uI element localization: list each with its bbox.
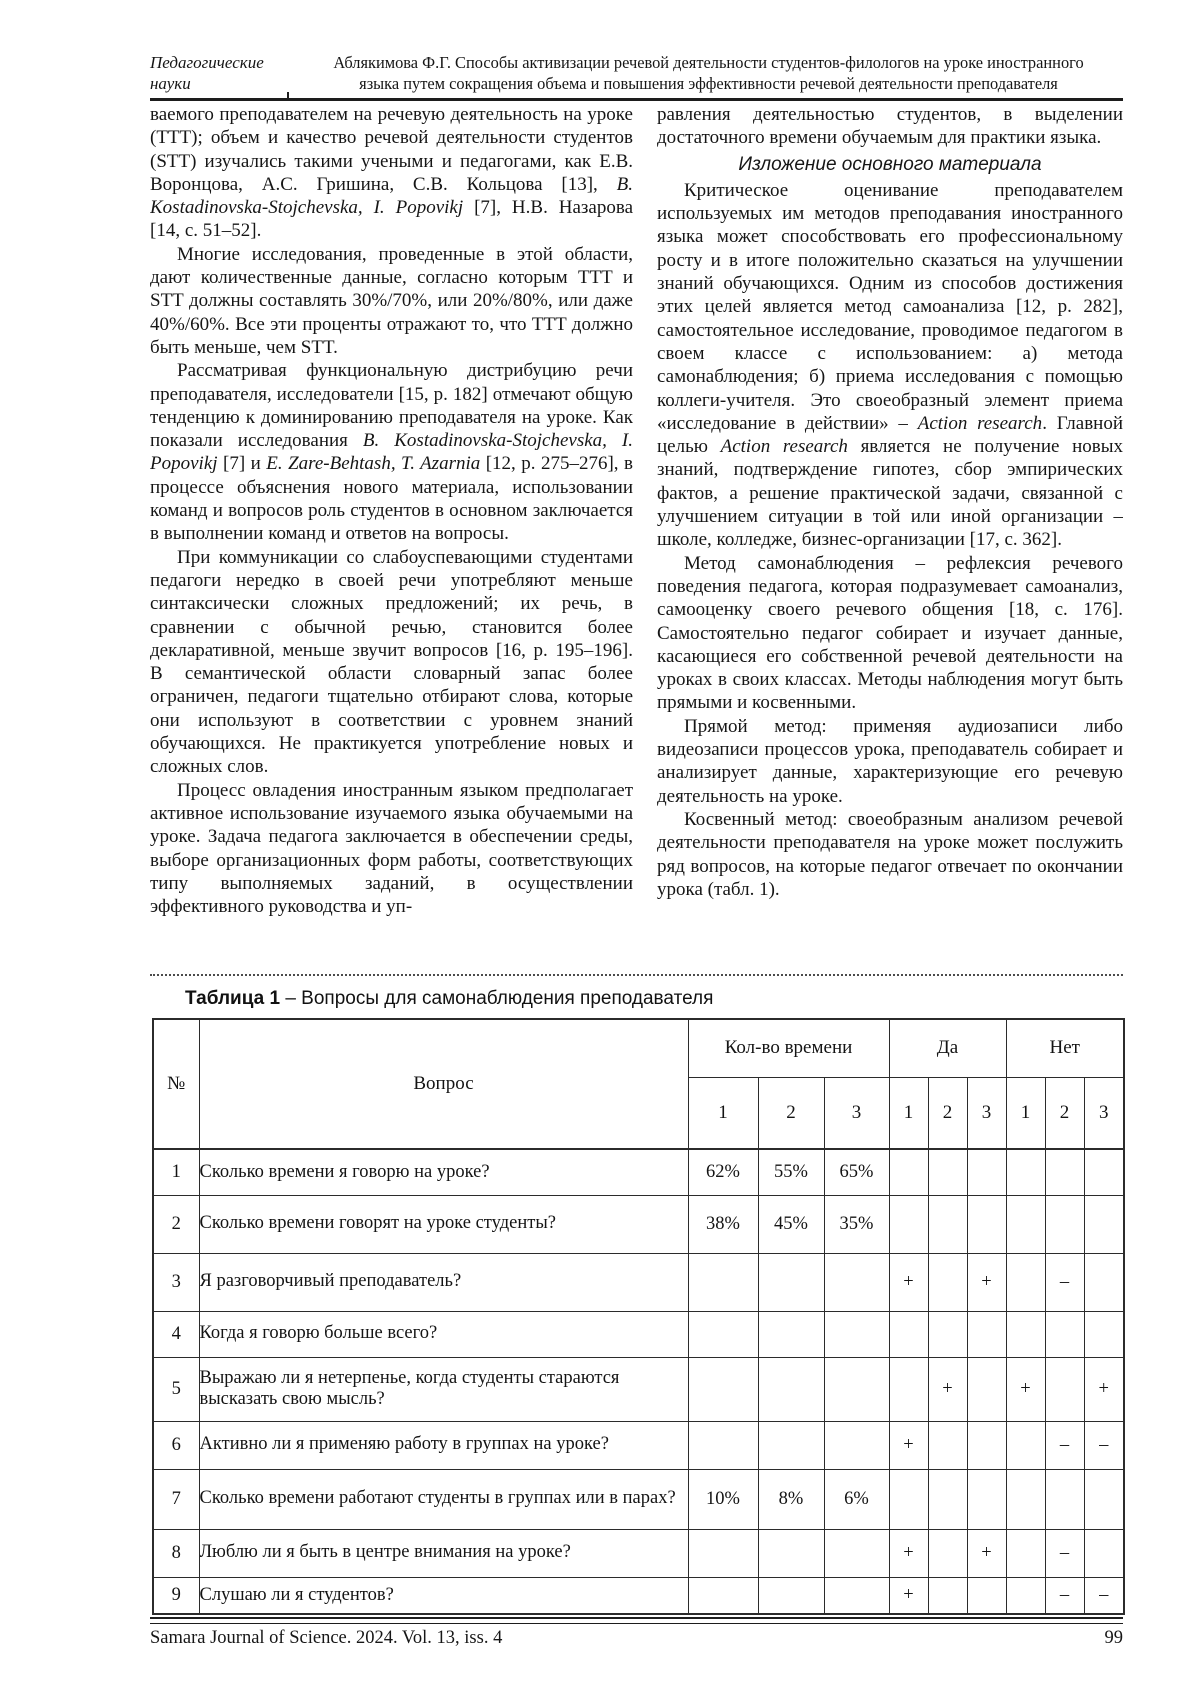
value-cell: + — [928, 1357, 967, 1421]
article-body — [150, 103, 1123, 963]
footer-rule — [150, 1617, 1123, 1624]
column-header-sub: 2 — [1045, 1077, 1084, 1149]
value-cell — [967, 1469, 1006, 1529]
italic-run: E. Zare-Behtash, T. Azarnia — [266, 453, 481, 475]
paragraph — [657, 103, 1123, 150]
value-cell — [688, 1577, 758, 1614]
paragraph — [657, 179, 1123, 552]
text-run: [12, p. 275–276], в процессе объяснения нового материала, использовании команд и вопросов роль студентов в основном заключается в выполнении команд и ответов на вопросы. — [150, 453, 633, 545]
paragraph — [657, 552, 1123, 715]
value-cell — [1006, 1577, 1045, 1614]
question-cell: Сколько времени говорят на уроке студенты? — [199, 1195, 688, 1253]
table-row — [153, 1149, 1124, 1195]
value-cell — [688, 1357, 758, 1421]
value-cell — [688, 1421, 758, 1469]
value-cell — [928, 1195, 967, 1253]
value-cell: + — [889, 1253, 928, 1311]
value-cell: 10% — [688, 1469, 758, 1529]
row-number-cell: 3 — [153, 1253, 199, 1311]
value-cell — [928, 1149, 967, 1195]
value-cell — [1045, 1195, 1084, 1253]
paragraph — [657, 715, 1123, 808]
text-run: Метод самонаблюдения – рефлексия речевого поведения педагога, которая подразумевает самоанализ, самооценку своего речевого общения [18, с. 176]. Самостоятельно педагог собирает и изучает данные, касающиеся его собственной речевой деятельности на уроках в своих классах. Методы наблюдения могут быть прямыми и косвенными. — [657, 552, 1123, 714]
journal-imprint: Samara Journal of Science. 2024. Vol. 13, iss. 4 — [150, 1628, 503, 1648]
value-cell — [758, 1529, 824, 1577]
question-cell: Когда я говорю больше всего? — [199, 1311, 688, 1357]
value-cell — [889, 1469, 928, 1529]
value-cell: 55% — [758, 1149, 824, 1195]
value-cell — [1045, 1469, 1084, 1529]
value-cell: + — [1084, 1357, 1124, 1421]
value-cell — [824, 1311, 889, 1357]
text-run: При коммуникации со слабоуспевающими студентами педагоги нередко в своей речи употребляют меньше синтаксически сложных предложений; их речь, в сравнении с обычной речью, становится более декларативной, меньше звучит вопросов [16, p. 195–196]. В семантической области словарный запас более ограничен, педагоги тщательно отбирают слова, которые они используют в соответствии с уровнем знаний обучающихся. Не практикуется употребление новых и сложных слов. — [150, 546, 633, 778]
value-cell — [889, 1149, 928, 1195]
value-cell — [1084, 1149, 1124, 1195]
page-footer — [150, 1628, 1123, 1649]
page-header — [150, 52, 1123, 94]
value-cell: + — [967, 1253, 1006, 1311]
value-cell — [967, 1421, 1006, 1469]
column-header-sub: 3 — [824, 1077, 889, 1149]
paragraph — [150, 359, 633, 545]
value-cell — [824, 1577, 889, 1614]
value-cell — [1045, 1357, 1084, 1421]
table-head — [153, 1019, 1124, 1149]
value-cell — [928, 1421, 967, 1469]
value-cell — [1006, 1253, 1045, 1311]
value-cell — [1084, 1311, 1124, 1357]
paragraph — [150, 243, 633, 359]
value-cell — [758, 1577, 824, 1614]
table-wrapper — [152, 1018, 1125, 1615]
question-cell: Сколько времени работают студенты в группах или в парах? — [199, 1469, 688, 1529]
row-number-cell: 4 — [153, 1311, 199, 1357]
column-header-group: Нет — [1006, 1019, 1124, 1077]
value-cell: 62% — [688, 1149, 758, 1195]
italic-run: B. Kostadinovska-Stojchevska, I. Popovikj — [150, 430, 633, 475]
table-row — [153, 1357, 1124, 1421]
italic-run: Action research — [720, 436, 848, 458]
question-cell: Сколько времени я говорю на уроке? — [199, 1149, 688, 1195]
value-cell — [758, 1421, 824, 1469]
column-header-question: Вопрос — [199, 1019, 688, 1149]
text-run: Прямой метод: применяя аудиозаписи либо видеозаписи процессов урока, преподаватель собирает и анализирует данные, характеризующие его речевую деятельность на уроке. — [657, 715, 1123, 807]
column-header-sub: 3 — [967, 1077, 1006, 1149]
row-number-cell: 9 — [153, 1577, 199, 1614]
value-cell — [758, 1311, 824, 1357]
value-cell — [889, 1311, 928, 1357]
value-cell — [928, 1577, 967, 1614]
column-header-group: Да — [889, 1019, 1006, 1077]
row-number-cell: 8 — [153, 1529, 199, 1577]
value-cell: – — [1045, 1253, 1084, 1311]
column-header-sub: 1 — [688, 1077, 758, 1149]
value-cell — [928, 1253, 967, 1311]
value-cell — [889, 1195, 928, 1253]
value-cell: – — [1045, 1529, 1084, 1577]
running-head-line1: Педагогические — [150, 53, 264, 72]
text-column-left — [150, 103, 633, 958]
row-number-cell: 7 — [153, 1469, 199, 1529]
header-group-row — [153, 1019, 1124, 1077]
header-rule — [150, 98, 1123, 101]
value-cell — [1006, 1195, 1045, 1253]
citation-line2: языка путем сокращения объема и повышения эффективности речевой деятельности преподавателя — [359, 74, 1058, 93]
value-cell — [928, 1469, 967, 1529]
value-cell — [967, 1357, 1006, 1421]
column-header-sub: 1 — [1006, 1077, 1045, 1149]
table-row — [153, 1529, 1124, 1577]
value-cell: + — [1006, 1357, 1045, 1421]
column-header-sub: 2 — [758, 1077, 824, 1149]
question-cell: Выражаю ли я нетерпенье, когда студенты стараются высказать свою мысль? — [199, 1357, 688, 1421]
question-cell: Я разговорчивый преподаватель? — [199, 1253, 688, 1311]
column-header-group: Кол-во времени — [688, 1019, 889, 1077]
text-run: Косвенный метод: своеобразным анализом речевой деятельности преподавателя на уроке может послужить ряд вопросов, на которые педагог отвечает по окончании урока (табл. 1). — [657, 808, 1123, 900]
row-number-cell: 6 — [153, 1421, 199, 1469]
text-run: Многие исследования, проведенные в этой области, дают количественные данные, согласно которым TTT и STT должны составлять 30%/70%, или 20%/80%, или даже 40%/60%. Все эти проценты отражают то, что TTT должно быть меньше, чем STT. — [150, 243, 633, 358]
table-caption-text: – Вопросы для самонаблюдения преподавателя — [280, 988, 714, 1009]
text-column-right — [657, 103, 1123, 958]
column-header-sub: 2 — [928, 1077, 967, 1149]
value-cell — [1084, 1469, 1124, 1529]
question-cell: Активно ли я применяю работу в группах на уроке? — [199, 1421, 688, 1469]
text-run: является не получение новых знаний, подтверждение гипотез, сбор эмпирических фактов, а решение практической задачи, связанной с улучшением ситуации в той или иной организации – школе, колледже, бизнес-организации [17, с. 362]. — [657, 436, 1123, 551]
value-cell — [758, 1253, 824, 1311]
table-caption-label: Таблица 1 — [185, 988, 281, 1009]
self-observation-table — [152, 1018, 1125, 1615]
value-cell: 6% — [824, 1469, 889, 1529]
table-row — [153, 1469, 1124, 1529]
value-cell: – — [1045, 1421, 1084, 1469]
paragraph — [150, 779, 633, 919]
value-cell: 65% — [824, 1149, 889, 1195]
column-header-sub: 3 — [1084, 1077, 1124, 1149]
value-cell: – — [1084, 1421, 1124, 1469]
value-cell — [1045, 1149, 1084, 1195]
value-cell — [688, 1311, 758, 1357]
value-cell: – — [1045, 1577, 1084, 1614]
value-cell — [688, 1529, 758, 1577]
value-cell: 8% — [758, 1469, 824, 1529]
value-cell — [688, 1253, 758, 1311]
value-cell: – — [1084, 1577, 1124, 1614]
row-number-cell: 5 — [153, 1357, 199, 1421]
value-cell — [1006, 1311, 1045, 1357]
value-cell — [824, 1357, 889, 1421]
column-header-sub: 1 — [889, 1077, 928, 1149]
value-cell: 35% — [824, 1195, 889, 1253]
table-row — [153, 1311, 1124, 1357]
article-citation — [288, 52, 1123, 94]
value-cell: + — [889, 1577, 928, 1614]
value-cell — [928, 1311, 967, 1357]
table-caption — [185, 988, 1123, 1010]
value-cell — [967, 1149, 1006, 1195]
table-body — [153, 1149, 1124, 1614]
value-cell — [1084, 1253, 1124, 1311]
value-cell — [967, 1311, 1006, 1357]
value-cell: + — [889, 1529, 928, 1577]
value-cell — [824, 1253, 889, 1311]
question-cell: Слушаю ли я студентов? — [199, 1577, 688, 1614]
value-cell: + — [967, 1529, 1006, 1577]
value-cell — [967, 1577, 1006, 1614]
value-cell: 38% — [688, 1195, 758, 1253]
question-cell: Люблю ли я быть в центре внимания на уроке? — [199, 1529, 688, 1577]
value-cell — [1006, 1469, 1045, 1529]
text-run: ваемого преподавателем на речевую деятельность на уроке (TTT); объем и качество речевой деятельности студентов (STT) изучались такими учеными и педагогами, как Е.В. Воронцова, А.С. Гришина, С.В. Кольцова [13], — [150, 104, 633, 195]
text-run: [7] и — [217, 453, 267, 475]
row-number-cell: 1 — [153, 1149, 199, 1195]
table-divider-dotted-rule — [150, 974, 1123, 976]
value-cell — [967, 1195, 1006, 1253]
value-cell — [889, 1357, 928, 1421]
table-row — [153, 1195, 1124, 1253]
table-row — [153, 1253, 1124, 1311]
italic-run: Action research — [917, 412, 1043, 434]
text-run: равления деятельностью студентов, в выделении достаточного времени обучаемым для практики языка. — [657, 104, 1123, 149]
value-cell — [824, 1529, 889, 1577]
value-cell: 45% — [758, 1195, 824, 1253]
table-row — [153, 1577, 1124, 1614]
column-header-number: № — [153, 1019, 199, 1149]
value-cell — [1045, 1311, 1084, 1357]
italic-run: B. Kostadinovska-Stojchevska, I. Popovikj — [150, 173, 633, 219]
value-cell — [824, 1421, 889, 1469]
value-cell — [1084, 1195, 1124, 1253]
running-head — [150, 52, 288, 94]
value-cell — [1084, 1529, 1124, 1577]
value-cell — [1006, 1149, 1045, 1195]
paragraph — [150, 546, 633, 779]
section-heading: Изложение основного материала — [738, 153, 1042, 175]
value-cell — [1006, 1529, 1045, 1577]
text-run: Процесс овладения иностранным языком предполагает активное использование изучаемого языка обучаемыми на уроке. Задача педагога заключается в обеспечении среды, выборе организационных форм работы, соответствующих типу выполняемых заданий, в осуществлении эффективного руководства и уп- — [150, 779, 633, 918]
value-cell — [758, 1357, 824, 1421]
text-run: Рассматривая функциональную дистрибуцию речи преподавателя, исследователи [15, p. 182] отмечают общую тенденцию к доминированию преподавателя на уроке. Как показали исследования — [150, 360, 633, 452]
text-run: . Главной целью — [657, 412, 1123, 458]
row-number-cell: 2 — [153, 1195, 199, 1253]
page-number: 99 — [1104, 1628, 1123, 1648]
text-run: [7], Н.В. Назарова [14, с. 51–52]. — [150, 197, 633, 242]
value-cell — [928, 1529, 967, 1577]
running-head-line2: науки — [150, 74, 191, 93]
value-cell — [1006, 1421, 1045, 1469]
table-row — [153, 1421, 1124, 1469]
paragraph — [150, 103, 633, 243]
paragraph — [657, 808, 1123, 901]
text-run: Критическое оценивание преподавателем используемых им методов преподавания иностранного языка может способствовать его профессиональному росту и в итоге положительно сказаться на улучшении знаний обучающихся. Одним из способов достижения этих целей является метод самоанализа [12, p. 282], самостоятельное исследование, проводимое педагогом в своем классе с использованием: а) метода самонаблюдения; б) приема исследования с помощью коллеги-учителя. Это своеобразный элемент приема «исследование в действии» – — [657, 179, 1123, 434]
citation-line1: Аблякимова Ф.Г. Способы активизации речевой деятельности студентов-филологов на уроке иностранного — [333, 53, 1084, 72]
value-cell: + — [889, 1421, 928, 1469]
